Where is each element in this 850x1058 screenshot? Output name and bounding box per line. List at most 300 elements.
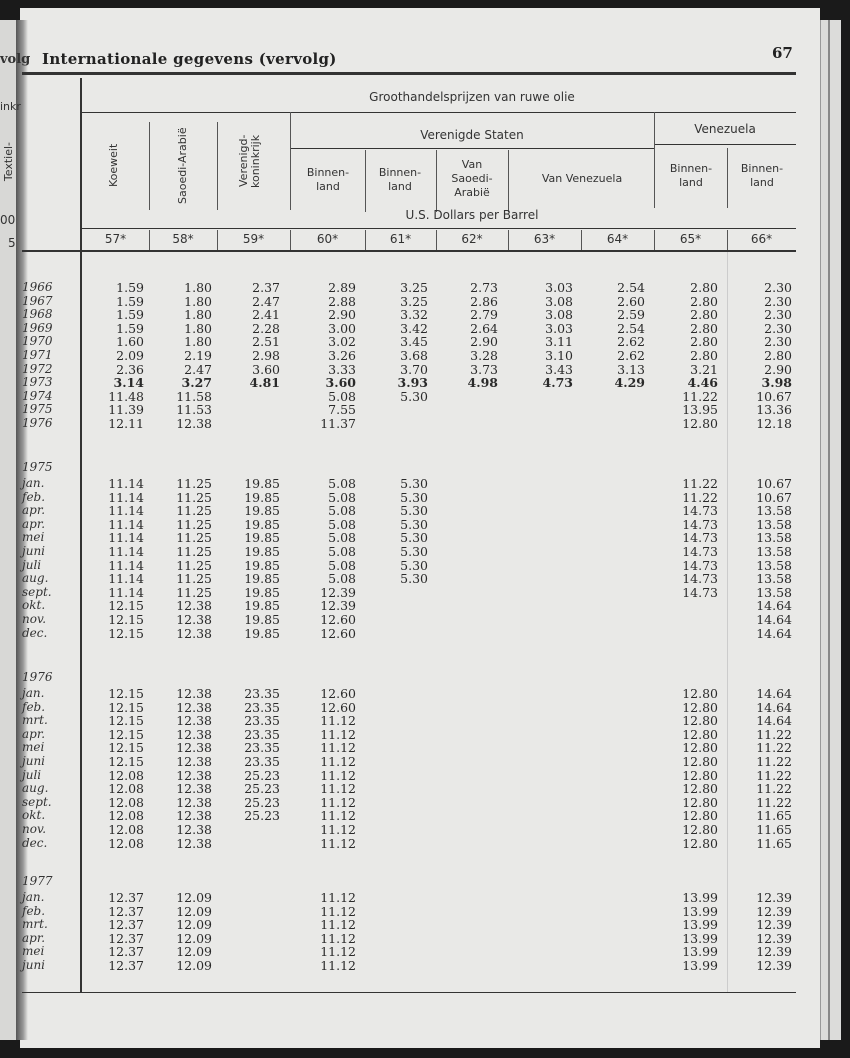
table-cell: 23.35 bbox=[244, 713, 280, 729]
table-cell: 14.73 bbox=[682, 516, 718, 532]
table-cell: 12.09 bbox=[176, 958, 212, 973]
table-cell: 3.45 bbox=[400, 334, 428, 350]
table-cell: 12.08 bbox=[108, 781, 144, 797]
table-cell: 12.15 bbox=[108, 699, 144, 715]
table-cell: 12.38 bbox=[176, 767, 212, 783]
table-cell: 12.15 bbox=[108, 726, 144, 742]
table-cell: 11.25 bbox=[176, 476, 212, 491]
table-cell: 12.60 bbox=[320, 686, 356, 701]
row-label: juni bbox=[22, 958, 46, 972]
table-cell: 3.73 bbox=[470, 361, 498, 377]
page-number: 67 bbox=[772, 44, 793, 62]
table-cell: 2.37 bbox=[252, 280, 280, 295]
section-heading: 1975 bbox=[22, 460, 53, 474]
table-cell: 2.30 bbox=[764, 307, 792, 323]
bottom-rule bbox=[22, 992, 796, 993]
table-cell: 5.30 bbox=[400, 388, 428, 404]
table-cell: 11.12 bbox=[320, 822, 356, 837]
table-cell: 12.80 bbox=[682, 794, 718, 810]
table-cell: 12.60 bbox=[320, 625, 356, 641]
table-cell: 12.80 bbox=[682, 416, 718, 431]
row-label: mei bbox=[22, 944, 45, 959]
table-cell: 14.73 bbox=[682, 557, 718, 573]
table-cell: 2.79 bbox=[470, 307, 498, 323]
table-cell: 5.08 bbox=[328, 530, 356, 546]
table-cell: 12.38 bbox=[176, 699, 212, 715]
table-cell: 12.37 bbox=[108, 903, 144, 919]
table-cell: 2.30 bbox=[764, 280, 792, 295]
table-cell: 12.15 bbox=[108, 754, 144, 769]
table-cell: 5.08 bbox=[328, 476, 356, 491]
row-label: feb. bbox=[22, 699, 46, 714]
table-cell: 12.37 bbox=[108, 958, 144, 973]
unit-rule bbox=[80, 228, 796, 229]
table-cell: 11.14 bbox=[108, 571, 144, 587]
header-koeweit: Koeweit bbox=[107, 143, 120, 187]
table-cell: 12.38 bbox=[176, 754, 212, 769]
col-num: 64* bbox=[606, 232, 629, 246]
table-cell: 4.29 bbox=[614, 375, 645, 391]
table-cell: 11.22 bbox=[756, 726, 792, 742]
table-cell: 19.85 bbox=[244, 612, 280, 627]
page-edge bbox=[820, 20, 841, 1040]
table-cell: 13.99 bbox=[682, 944, 718, 960]
table-cell: 3.25 bbox=[400, 280, 428, 295]
ven-subheader-rule bbox=[654, 144, 796, 145]
table-cell: 12.39 bbox=[756, 958, 792, 973]
table-cell: 5.08 bbox=[328, 388, 356, 404]
col-divider bbox=[508, 150, 509, 212]
table-cell: 11.65 bbox=[756, 835, 792, 851]
table-cell: 2.80 bbox=[690, 334, 718, 350]
table-cell: 3.03 bbox=[545, 320, 573, 336]
table-cell: 12.38 bbox=[176, 713, 212, 729]
table-cell: 3.11 bbox=[545, 334, 573, 350]
row-label: 1971 bbox=[22, 348, 53, 362]
row-label: 1976 bbox=[22, 416, 53, 430]
table-cell: 11.12 bbox=[320, 726, 356, 742]
table-cell: 11.12 bbox=[320, 808, 356, 824]
row-label: 1968 bbox=[22, 307, 53, 322]
table-cell: 23.35 bbox=[244, 699, 280, 715]
table-cell: 3.03 bbox=[545, 280, 573, 295]
col-num: 57* bbox=[104, 232, 127, 246]
table-cell: 12.18 bbox=[756, 416, 792, 431]
table-cell: 3.60 bbox=[325, 375, 356, 391]
table-cell: 11.25 bbox=[176, 530, 212, 546]
table-cell: 11.25 bbox=[176, 503, 212, 519]
table-cell: 1.80 bbox=[184, 320, 212, 336]
table-cell: 12.80 bbox=[682, 754, 718, 769]
table-cell: 12.11 bbox=[108, 416, 144, 431]
table-cell: 12.38 bbox=[176, 598, 212, 614]
faint-col-divider bbox=[727, 252, 728, 992]
row-label: jan. bbox=[22, 686, 45, 700]
table-cell: 14.73 bbox=[682, 584, 718, 600]
table-cell: 2.90 bbox=[764, 361, 792, 377]
table-cell: 11.14 bbox=[108, 530, 144, 546]
table-cell: 11.22 bbox=[756, 740, 792, 756]
super-header: Groothandelsprijzen van ruwe olie bbox=[369, 90, 575, 104]
table-cell: 11.12 bbox=[320, 903, 356, 919]
colnum-rule bbox=[22, 250, 796, 252]
table-cell: 11.22 bbox=[682, 476, 718, 491]
table-cell: 2.88 bbox=[328, 293, 356, 309]
table-cell: 12.38 bbox=[176, 726, 212, 742]
table-cell: 13.99 bbox=[682, 917, 718, 933]
header-rule-1 bbox=[80, 112, 796, 113]
table-cell: 2.09 bbox=[116, 348, 144, 363]
table-cell: 23.35 bbox=[244, 754, 280, 769]
table-cell: 12.08 bbox=[108, 794, 144, 810]
table-cell: 10.67 bbox=[756, 388, 792, 404]
row-label: apr. bbox=[22, 516, 46, 531]
table-cell: 2.51 bbox=[252, 334, 280, 350]
table-cell: 2.62 bbox=[617, 334, 645, 350]
table-cell: 11.12 bbox=[320, 930, 356, 946]
row-label: nov. bbox=[22, 612, 47, 626]
table-cell: 12.09 bbox=[176, 930, 212, 946]
col-num: 61* bbox=[389, 232, 412, 246]
row-label: mrt. bbox=[22, 917, 48, 932]
table-cell: 4.73 bbox=[542, 375, 573, 391]
table-cell: 25.23 bbox=[244, 781, 280, 797]
table-cell: 12.80 bbox=[682, 822, 718, 837]
table-cell: 3.00 bbox=[328, 320, 356, 336]
section-heading: 1976 bbox=[22, 670, 53, 684]
adjacent-page-header-fragment: volg bbox=[0, 52, 31, 67]
row-label: juni bbox=[22, 544, 46, 558]
table-cell: 12.80 bbox=[682, 781, 718, 797]
table-cell: 2.73 bbox=[470, 280, 498, 295]
header-ven-binnenland-1: Binnen-land bbox=[669, 162, 713, 189]
header-verenigd-koninkrijk: Verenigd-koninkrijk bbox=[237, 134, 262, 188]
table-cell: 12.39 bbox=[756, 917, 792, 933]
table-cell: 12.38 bbox=[176, 794, 212, 810]
table-cell: 14.64 bbox=[756, 625, 792, 641]
row-label: 1972 bbox=[22, 361, 53, 376]
table-cell: 12.09 bbox=[176, 944, 212, 960]
table-cell: 3.93 bbox=[397, 375, 428, 391]
table-cell: 12.37 bbox=[108, 890, 144, 905]
table-cell: 19.85 bbox=[244, 598, 280, 614]
header-saoedi-arabie: Saoedi-Arabië bbox=[176, 127, 189, 205]
table-cell: 19.85 bbox=[244, 476, 280, 491]
table-cell: 2.80 bbox=[690, 320, 718, 336]
row-label: juli bbox=[22, 557, 42, 572]
row-label: apr. bbox=[22, 930, 46, 945]
table-cell: 11.65 bbox=[756, 822, 792, 837]
row-label: sept. bbox=[22, 584, 52, 599]
table-cell: 11.12 bbox=[320, 781, 356, 797]
table-cell: 23.35 bbox=[244, 740, 280, 756]
table-cell: 1.59 bbox=[116, 320, 144, 336]
table-cell: 11.39 bbox=[108, 402, 144, 418]
table-cell: 3.27 bbox=[181, 375, 212, 391]
table-cell: 3.26 bbox=[328, 348, 356, 363]
table-cell: 12.80 bbox=[682, 713, 718, 729]
table-cell: 12.38 bbox=[176, 740, 212, 756]
table-cell: 3.43 bbox=[545, 361, 573, 377]
col-num: 65* bbox=[679, 232, 702, 246]
table-cell: 12.37 bbox=[108, 930, 144, 946]
table-cell: 2.60 bbox=[617, 293, 645, 309]
table-cell: 11.12 bbox=[320, 713, 356, 729]
row-label: dec. bbox=[22, 835, 48, 850]
table-cell: 12.39 bbox=[320, 584, 356, 600]
row-label: apr. bbox=[22, 726, 46, 741]
table-cell: 13.58 bbox=[756, 557, 792, 573]
row-label: 1974 bbox=[22, 388, 53, 403]
table-cell: 2.30 bbox=[764, 334, 792, 350]
table-cell: 11.12 bbox=[320, 740, 356, 756]
table-cell: 11.12 bbox=[320, 767, 356, 783]
table-cell: 12.38 bbox=[176, 612, 212, 627]
table-cell: 11.12 bbox=[320, 917, 356, 933]
table-cell: 2.89 bbox=[328, 280, 356, 295]
table-cell: 14.64 bbox=[756, 699, 792, 715]
table-cell: 11.25 bbox=[176, 544, 212, 559]
table-cell: 12.80 bbox=[682, 686, 718, 701]
col-divider bbox=[365, 150, 366, 212]
page-title: Internationale gegevens (vervolg) bbox=[42, 50, 337, 68]
table-cell: 12.38 bbox=[176, 781, 212, 797]
table-cell: 12.39 bbox=[756, 890, 792, 905]
table-cell: 11.22 bbox=[682, 388, 718, 404]
table-cell: 11.14 bbox=[108, 503, 144, 519]
table-cell: 19.85 bbox=[244, 489, 280, 505]
table-cell: 12.09 bbox=[176, 903, 212, 919]
table-cell: 19.85 bbox=[244, 503, 280, 519]
table-cell: 12.08 bbox=[108, 767, 144, 783]
adjacent-page-num-fragment: 00 bbox=[0, 213, 16, 227]
col-divider bbox=[727, 148, 728, 208]
table-cell: 13.58 bbox=[756, 584, 792, 600]
table-cell: 25.23 bbox=[244, 767, 280, 783]
table-cell: 12.15 bbox=[108, 686, 144, 701]
table-cell: 13.95 bbox=[682, 402, 718, 418]
row-label: juli bbox=[22, 767, 42, 782]
table-cell: 11.25 bbox=[176, 516, 212, 532]
table-cell: 11.25 bbox=[176, 571, 212, 587]
table-cell: 2.28 bbox=[252, 320, 280, 336]
table-cell: 19.85 bbox=[244, 516, 280, 532]
table-cell: 19.85 bbox=[244, 625, 280, 641]
table-cell: 3.25 bbox=[400, 293, 428, 309]
table-cell: 5.08 bbox=[328, 489, 356, 505]
table-cell: 14.64 bbox=[756, 686, 792, 701]
table-cell: 2.19 bbox=[184, 348, 212, 363]
table-cell: 11.12 bbox=[320, 835, 356, 851]
table-cell: 3.13 bbox=[617, 361, 645, 377]
table-cell: 13.58 bbox=[756, 503, 792, 519]
table-cell: 3.98 bbox=[761, 375, 792, 391]
table-cell: 12.80 bbox=[682, 835, 718, 851]
table-cell: 12.39 bbox=[756, 944, 792, 960]
table-cell: 3.28 bbox=[470, 348, 498, 363]
table-cell: 12.38 bbox=[176, 835, 212, 851]
table-cell: 11.14 bbox=[108, 544, 144, 559]
table-cell: 12.38 bbox=[176, 808, 212, 824]
col-divider bbox=[149, 122, 150, 210]
table-cell: 12.09 bbox=[176, 917, 212, 933]
table-cell: 2.80 bbox=[764, 348, 792, 363]
col-divider bbox=[436, 150, 437, 212]
table-cell: 5.30 bbox=[400, 571, 428, 587]
table-cell: 11.65 bbox=[756, 808, 792, 824]
table-cell: 12.15 bbox=[108, 612, 144, 627]
table-cell: 11.22 bbox=[756, 781, 792, 797]
table-cell: 14.73 bbox=[682, 571, 718, 587]
table-cell: 5.30 bbox=[400, 476, 428, 491]
table-cell: 12.37 bbox=[108, 944, 144, 960]
table-cell: 2.54 bbox=[617, 320, 645, 336]
table-cell: 11.37 bbox=[320, 416, 356, 431]
table-cell: 3.42 bbox=[400, 320, 428, 336]
table-cell: 25.23 bbox=[244, 794, 280, 810]
table-cell: 2.47 bbox=[252, 293, 280, 309]
table-cell: 12.15 bbox=[108, 740, 144, 756]
table-cell: 1.59 bbox=[116, 307, 144, 323]
table-cell: 13.58 bbox=[756, 544, 792, 559]
table-cell: 11.14 bbox=[108, 489, 144, 505]
row-label: juni bbox=[22, 754, 46, 768]
table-cell: 2.80 bbox=[690, 348, 718, 363]
col-num: 63* bbox=[533, 232, 556, 246]
table-cell: 2.98 bbox=[252, 348, 280, 363]
table-cell: 11.25 bbox=[176, 557, 212, 573]
table-cell: 12.60 bbox=[320, 699, 356, 715]
table-cell: 12.38 bbox=[176, 822, 212, 837]
table-cell: 4.81 bbox=[249, 375, 280, 391]
table-cell: 3.70 bbox=[400, 361, 428, 377]
table-cell: 11.53 bbox=[176, 402, 212, 418]
table-cell: 12.80 bbox=[682, 767, 718, 783]
table-cell: 5.30 bbox=[400, 557, 428, 573]
section-heading: 1977 bbox=[22, 874, 53, 888]
table-cell: 1.80 bbox=[184, 293, 212, 309]
table-cell: 4.98 bbox=[467, 375, 498, 391]
row-label: feb. bbox=[22, 903, 46, 918]
table-cell: 23.35 bbox=[244, 726, 280, 742]
adjacent-page-col-fragment: inkr bbox=[0, 100, 21, 113]
col-num: 62* bbox=[461, 232, 483, 246]
table-cell: 25.23 bbox=[244, 808, 280, 824]
table-cell: 12.15 bbox=[108, 598, 144, 614]
table-cell: 11.48 bbox=[108, 388, 144, 404]
table-cell: 12.38 bbox=[176, 686, 212, 701]
table-cell: 2.90 bbox=[470, 334, 498, 350]
table-cell: 11.12 bbox=[320, 754, 356, 769]
table-cell: 13.58 bbox=[756, 571, 792, 587]
row-label: 1970 bbox=[22, 334, 53, 349]
table-cell: 11.14 bbox=[108, 516, 144, 532]
row-label: nov. bbox=[22, 822, 47, 836]
row-label: 1975 bbox=[22, 402, 53, 417]
table-cell: 11.14 bbox=[108, 584, 144, 600]
table-cell: 2.47 bbox=[184, 361, 212, 377]
table-cell: 12.15 bbox=[108, 625, 144, 641]
table-cell: 12.08 bbox=[108, 835, 144, 851]
row-label: dec. bbox=[22, 625, 48, 640]
table-cell: 13.99 bbox=[682, 930, 718, 946]
table-cell: 19.85 bbox=[244, 530, 280, 546]
table-cell: 11.14 bbox=[108, 557, 144, 573]
table-cell: 3.21 bbox=[690, 361, 718, 377]
table-cell: 11.14 bbox=[108, 476, 144, 491]
table-cell: 5.08 bbox=[328, 571, 356, 587]
table-cell: 12.38 bbox=[176, 625, 212, 641]
table-cell: 11.22 bbox=[756, 754, 792, 769]
table-cell: 1.80 bbox=[184, 307, 212, 323]
row-label: 1973 bbox=[22, 375, 53, 390]
us-subheader-rule bbox=[290, 148, 654, 149]
table-cell: 5.08 bbox=[328, 544, 356, 559]
row-label: aug. bbox=[22, 781, 49, 796]
header-van-saoedi-arabie: Van Saoedi-Arabië bbox=[451, 158, 493, 199]
table-cell: 5.08 bbox=[328, 516, 356, 532]
row-label: apr. bbox=[22, 503, 46, 518]
table-cell: 19.85 bbox=[244, 544, 280, 559]
table-cell: 13.58 bbox=[756, 530, 792, 546]
table-cell: 23.35 bbox=[244, 686, 280, 701]
table-cell: 12.38 bbox=[176, 416, 212, 431]
table-cell: 12.80 bbox=[682, 808, 718, 824]
table-cell: 14.64 bbox=[756, 713, 792, 729]
table-cell: 3.60 bbox=[252, 361, 280, 377]
table-cell: 14.73 bbox=[682, 544, 718, 559]
table-cell: 5.08 bbox=[328, 503, 356, 519]
table-cell: 5.30 bbox=[400, 530, 428, 546]
col-num: 66* bbox=[750, 232, 773, 246]
table-cell: 10.67 bbox=[756, 476, 792, 491]
table-cell: 2.41 bbox=[252, 307, 280, 323]
table-cell: 1.60 bbox=[116, 334, 144, 350]
table-cell: 11.58 bbox=[176, 388, 212, 404]
table-cell: 3.68 bbox=[400, 348, 428, 363]
table-cell: 12.37 bbox=[108, 917, 144, 933]
title-rule bbox=[22, 72, 796, 75]
table-cell: 3.02 bbox=[328, 334, 356, 350]
table-cell: 12.60 bbox=[320, 612, 356, 627]
page-edge-line bbox=[828, 20, 830, 1040]
table-cell: 11.12 bbox=[320, 794, 356, 810]
table-cell: 3.32 bbox=[400, 307, 428, 323]
table-cell: 12.08 bbox=[108, 808, 144, 824]
table-cell: 2.30 bbox=[764, 320, 792, 336]
table-cell: 14.64 bbox=[756, 612, 792, 627]
col-divider bbox=[217, 122, 218, 210]
table-cell: 2.90 bbox=[328, 307, 356, 323]
table-cell: 4.46 bbox=[687, 375, 718, 391]
adjacent-page-num-fragment-2: 5 bbox=[8, 236, 16, 250]
table-cell: 12.80 bbox=[682, 726, 718, 742]
table-cell: 2.80 bbox=[690, 280, 718, 295]
col-num: 59* bbox=[242, 232, 265, 246]
table-cell: 3.33 bbox=[328, 361, 356, 377]
row-label: mei bbox=[22, 740, 45, 755]
table-cell: 2.54 bbox=[617, 280, 645, 295]
table-cell: 1.80 bbox=[184, 280, 212, 295]
group-header-us: Verenigde Staten bbox=[420, 128, 524, 142]
table-cell: 11.12 bbox=[320, 890, 356, 905]
row-label: 1966 bbox=[22, 280, 53, 294]
table-cell: 2.59 bbox=[617, 307, 645, 323]
header-us-binnenland-2: Binnen-land bbox=[378, 166, 422, 193]
table-cell: 2.80 bbox=[690, 307, 718, 323]
table-cell: 13.36 bbox=[756, 402, 792, 418]
header-us-binnenland-1: Binnen-land bbox=[306, 166, 350, 193]
